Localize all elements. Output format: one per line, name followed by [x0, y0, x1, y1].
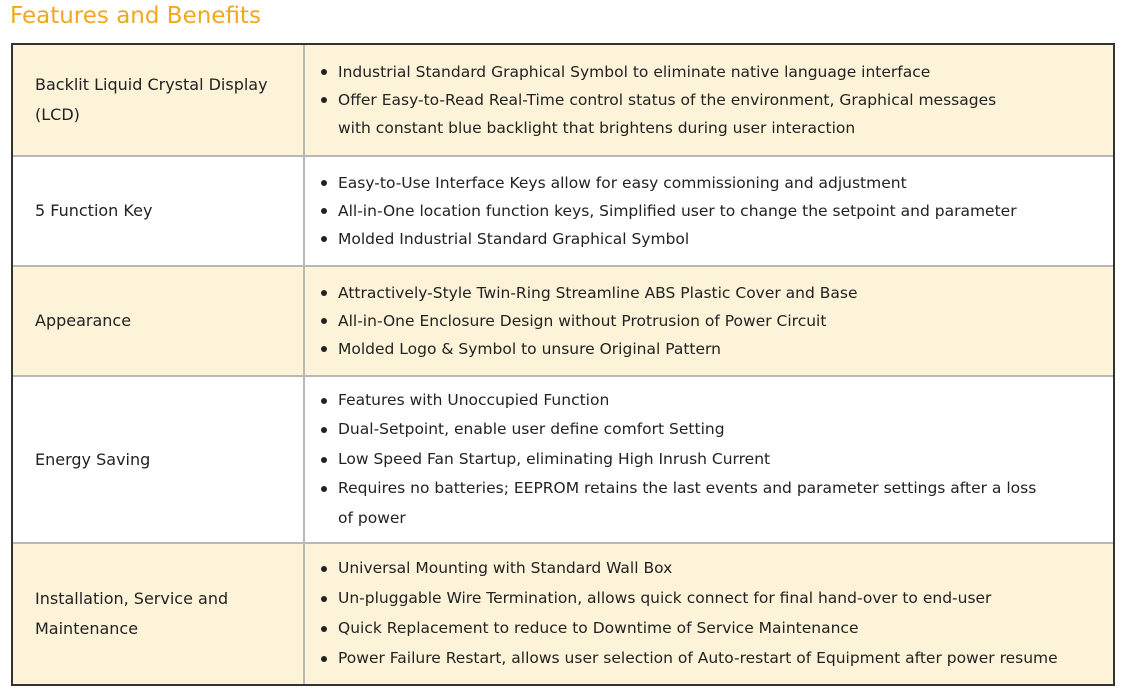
benefit-item: Attractively-Style Twin-Ring Streamline ABS Plastic Cover and Base — [319, 279, 858, 307]
benefit-item: Molded Industrial Standard Graphical Symbol — [319, 225, 1017, 253]
feature-row-installation — [13, 542, 1113, 684]
feature-benefits-cell — [305, 377, 1113, 542]
benefit-list — [319, 58, 1019, 142]
feature-row-appearance — [13, 265, 1113, 375]
benefit-list — [319, 386, 1039, 534]
feature-label-cell — [13, 377, 305, 542]
feature-label-cell — [13, 267, 305, 375]
feature-row-function-key — [13, 155, 1113, 265]
feature-label: Installation, Service and Maintenance — [35, 589, 229, 638]
benefit-item: Requires no batteries; EEPROM retains the last events and parameter settings after a loss of power — [319, 474, 1039, 533]
feature-label-cell — [13, 544, 305, 684]
benefit-item: All-in-One Enclosure Design without Protrusion of Power Circuit — [319, 307, 858, 335]
benefit-item: Power Failure Restart, allows user selection of Auto-restart of Equipment after power resume — [319, 644, 1058, 674]
benefit-item: Molded Logo & Symbol to unsure Original Pattern — [319, 335, 858, 363]
feature-row-energy-saving — [13, 375, 1113, 542]
feature-benefits-cell — [305, 267, 1113, 375]
benefit-list — [319, 554, 1058, 673]
benefit-list — [319, 169, 1017, 253]
feature-row-lcd — [13, 45, 1113, 155]
benefit-item: Quick Replacement to reduce to Downtime of Service Maintenance — [319, 614, 1058, 644]
feature-label: Energy Saving — [35, 449, 151, 469]
benefit-item: Un-pluggable Wire Termination, allows quick connect for final hand-over to end-user — [319, 584, 1058, 614]
features-table — [11, 43, 1115, 686]
benefit-item: Offer Easy-to-Read Real-Time control status of the environment, Graphical messages with constant blue backlight that brightens during user interaction — [319, 86, 1019, 142]
benefit-item: Dual-Setpoint, enable user define comfort Setting — [319, 415, 1039, 445]
benefit-list — [319, 279, 858, 363]
benefit-item: Easy-to-Use Interface Keys allow for easy commissioning and adjustment — [319, 169, 1017, 197]
page-title: Features and Benefits — [10, 3, 261, 29]
benefit-item: Features with Unoccupied Function — [319, 386, 1039, 416]
feature-label-cell — [13, 45, 305, 155]
feature-benefits-cell — [305, 157, 1113, 265]
feature-benefits-cell — [305, 45, 1113, 155]
benefit-item: Low Speed Fan Startup, eliminating High Inrush Current — [319, 445, 1039, 475]
benefit-item: All-in-One location function keys, Simplified user to change the setpoint and parameter — [319, 197, 1017, 225]
feature-label: Appearance — [35, 311, 132, 330]
feature-label: Backlit Liquid Crystal Display (LCD) — [35, 75, 268, 124]
feature-benefits-cell — [305, 544, 1113, 684]
benefit-item: Industrial Standard Graphical Symbol to eliminate native language interface — [319, 58, 1019, 86]
feature-label-cell — [13, 157, 305, 265]
benefit-item: Universal Mounting with Standard Wall Box — [319, 554, 1058, 584]
feature-label: 5 Function Key — [35, 201, 153, 220]
